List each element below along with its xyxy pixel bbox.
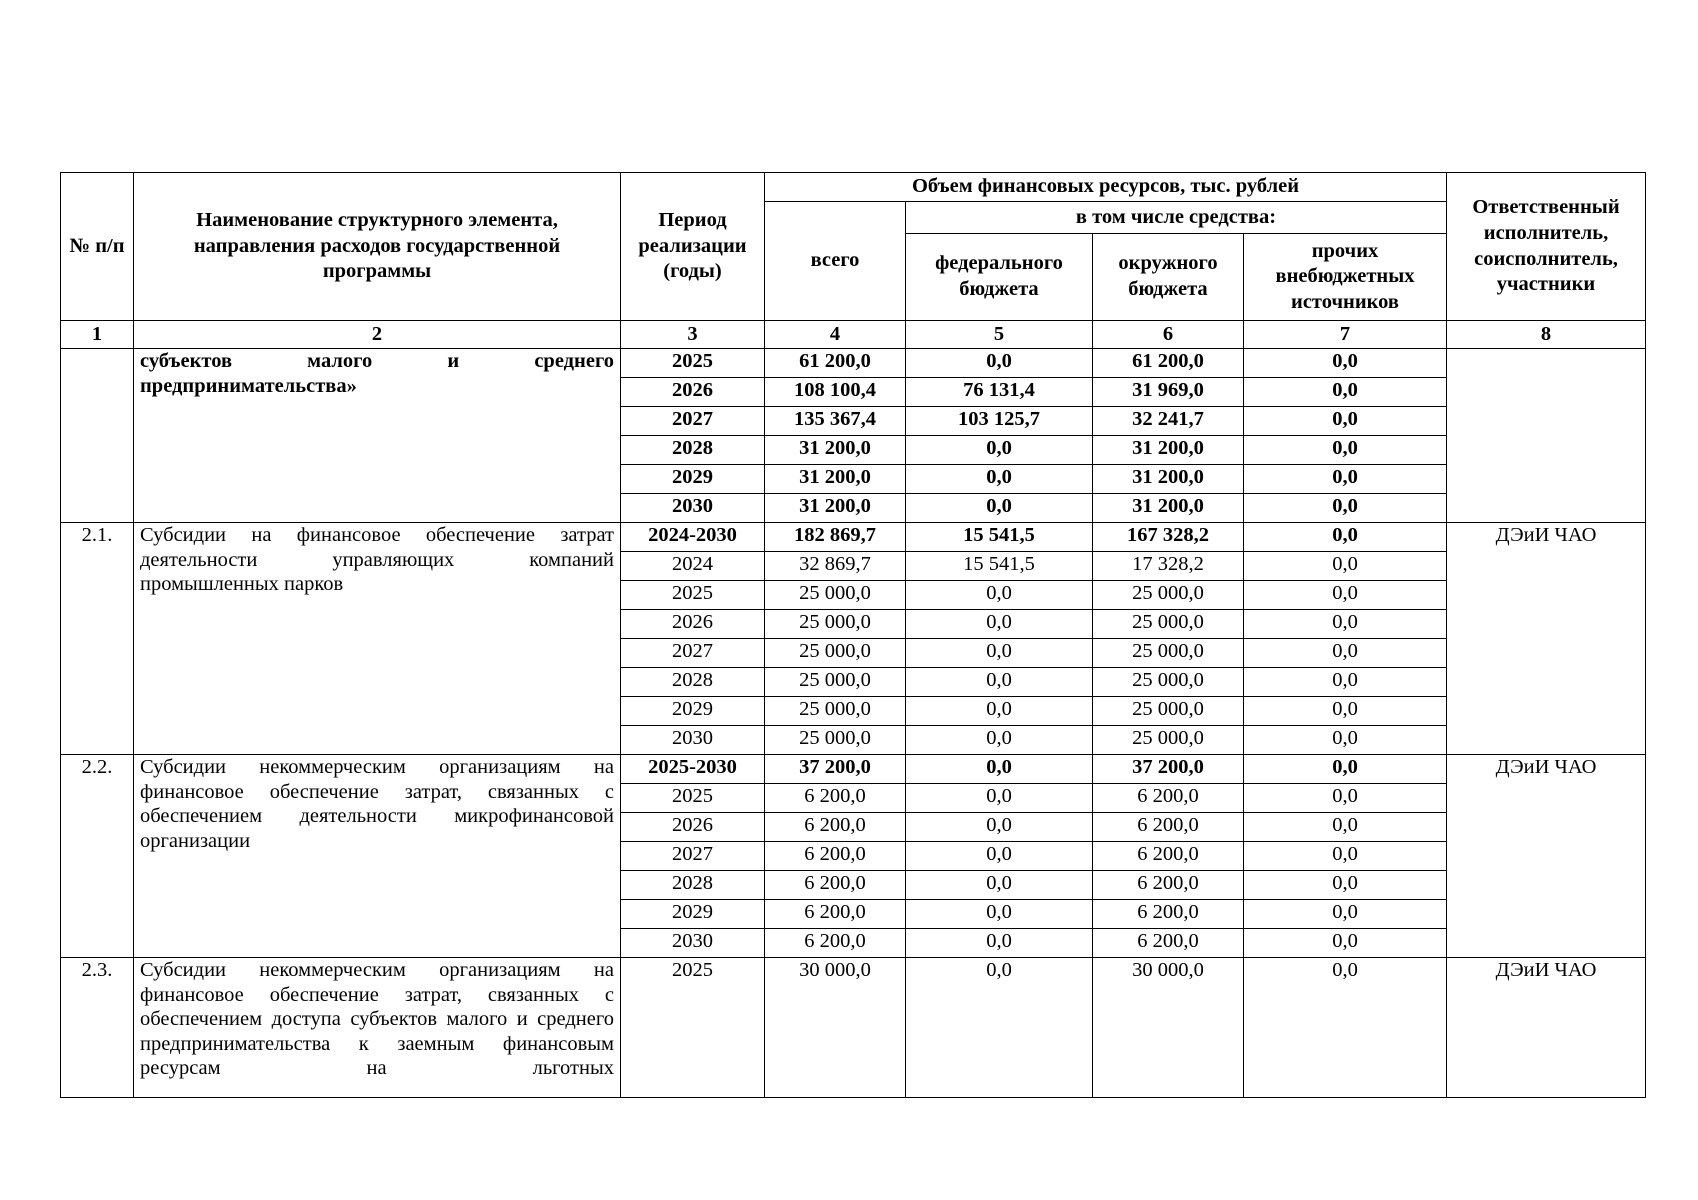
other-cell: 0,0: [1244, 552, 1447, 581]
federal-cell: 0,0: [906, 436, 1093, 465]
district-cell: 25 000,0: [1093, 581, 1244, 610]
item-number: [61, 349, 134, 523]
other-cell: 0,0: [1244, 378, 1447, 407]
federal-cell: 15 541,5: [906, 552, 1093, 581]
total-cell: 6 200,0: [765, 813, 906, 842]
district-cell: 31 969,0: [1093, 378, 1244, 407]
total-cell: 6 200,0: [765, 784, 906, 813]
district-cell: 30 000,0: [1093, 958, 1244, 1098]
table-row: [61, 755, 1646, 784]
federal-cell: 0,0: [906, 581, 1093, 610]
other-cell: 0,0: [1244, 900, 1447, 929]
period-cell: 2028: [621, 436, 765, 465]
period-cell: 2026: [621, 610, 765, 639]
item-name: Субсидии на финансовое обеспечение затрат деятельности управляющих компаний промышленных парков: [134, 523, 621, 755]
header-period: Период реализации (годы): [621, 173, 765, 321]
period-cell: 2025: [621, 784, 765, 813]
total-cell: 30 000,0: [765, 958, 906, 1098]
period-cell: 2030: [621, 494, 765, 523]
other-cell: 0,0: [1244, 639, 1447, 668]
item-number: 2.1.: [61, 523, 134, 755]
column-number: 7: [1244, 321, 1447, 349]
period-cell: 2027: [621, 842, 765, 871]
period-cell: 2029: [621, 697, 765, 726]
total-cell: 25 000,0: [765, 610, 906, 639]
district-cell: 32 241,7: [1093, 407, 1244, 436]
header-volume: Объем финансовых ресурсов, тыс. рублей: [765, 173, 1447, 202]
district-cell: 25 000,0: [1093, 610, 1244, 639]
other-cell: 0,0: [1244, 610, 1447, 639]
total-cell: 25 000,0: [765, 639, 906, 668]
district-cell: 17 328,2: [1093, 552, 1244, 581]
period-cell: 2025-2030: [621, 755, 765, 784]
period-cell: 2028: [621, 871, 765, 900]
item-number: 2.2.: [61, 755, 134, 958]
federal-cell: 0,0: [906, 755, 1093, 784]
column-number: 2: [134, 321, 621, 349]
district-cell: 25 000,0: [1093, 639, 1244, 668]
other-cell: 0,0: [1244, 726, 1447, 755]
total-cell: 25 000,0: [765, 581, 906, 610]
total-cell: 6 200,0: [765, 900, 906, 929]
table-row: [61, 349, 1646, 378]
responsible-cell: [1447, 349, 1646, 523]
period-cell: 2026: [621, 378, 765, 407]
total-cell: 25 000,0: [765, 668, 906, 697]
district-cell: 6 200,0: [1093, 900, 1244, 929]
header-total: всего: [765, 202, 906, 321]
responsible-cell: ДЭиИ ЧАО: [1447, 958, 1646, 1098]
table-body: [61, 349, 1646, 1098]
item-number: 2.3.: [61, 958, 134, 1098]
other-cell: 0,0: [1244, 349, 1447, 378]
other-cell: 0,0: [1244, 755, 1447, 784]
district-cell: 25 000,0: [1093, 697, 1244, 726]
district-cell: 25 000,0: [1093, 668, 1244, 697]
total-cell: 6 200,0: [765, 929, 906, 958]
period-cell: 2025: [621, 349, 765, 378]
other-cell: 0,0: [1244, 465, 1447, 494]
other-cell: 0,0: [1244, 871, 1447, 900]
federal-cell: 103 125,7: [906, 407, 1093, 436]
federal-cell: 0,0: [906, 784, 1093, 813]
header-name: Наименование структурного элемента, направления расходов государственной программы: [134, 173, 621, 321]
other-cell: 0,0: [1244, 813, 1447, 842]
total-cell: 37 200,0: [765, 755, 906, 784]
federal-cell: 0,0: [906, 726, 1093, 755]
total-cell: 61 200,0: [765, 349, 906, 378]
district-cell: 61 200,0: [1093, 349, 1244, 378]
district-cell: 6 200,0: [1093, 784, 1244, 813]
federal-cell: 0,0: [906, 958, 1093, 1098]
total-cell: 32 869,7: [765, 552, 906, 581]
table-row: [61, 958, 1646, 1098]
total-cell: 182 869,7: [765, 523, 906, 552]
column-number-row: [61, 321, 1646, 349]
federal-cell: 76 131,4: [906, 378, 1093, 407]
federal-cell: 15 541,5: [906, 523, 1093, 552]
federal-cell: 0,0: [906, 900, 1093, 929]
federal-cell: 0,0: [906, 929, 1093, 958]
period-cell: 2026: [621, 813, 765, 842]
column-number: 3: [621, 321, 765, 349]
header-federal: федерального бюджета: [906, 234, 1093, 321]
district-cell: 37 200,0: [1093, 755, 1244, 784]
period-cell: 2030: [621, 929, 765, 958]
table-header: [61, 173, 1646, 349]
column-number: 4: [765, 321, 906, 349]
federal-cell: 0,0: [906, 813, 1093, 842]
district-cell: 6 200,0: [1093, 871, 1244, 900]
district-cell: 31 200,0: [1093, 494, 1244, 523]
other-cell: 0,0: [1244, 842, 1447, 871]
other-cell: 0,0: [1244, 407, 1447, 436]
column-number: 1: [61, 321, 134, 349]
total-cell: 31 200,0: [765, 436, 906, 465]
period-cell: 2025: [621, 581, 765, 610]
period-cell: 2030: [621, 726, 765, 755]
total-cell: 31 200,0: [765, 465, 906, 494]
period-cell: 2028: [621, 668, 765, 697]
other-cell: 0,0: [1244, 697, 1447, 726]
period-cell: 2027: [621, 639, 765, 668]
federal-cell: 0,0: [906, 697, 1093, 726]
district-cell: 6 200,0: [1093, 929, 1244, 958]
header-responsible: Ответственный исполнитель, соисполнитель, участники: [1447, 173, 1646, 321]
other-cell: 0,0: [1244, 523, 1447, 552]
column-number: 5: [906, 321, 1093, 349]
total-cell: 25 000,0: [765, 726, 906, 755]
other-cell: 0,0: [1244, 494, 1447, 523]
total-cell: 108 100,4: [765, 378, 906, 407]
other-cell: 0,0: [1244, 958, 1447, 1098]
header-no: № п/п: [61, 173, 134, 321]
period-cell: 2029: [621, 900, 765, 929]
federal-cell: 0,0: [906, 842, 1093, 871]
column-number: 6: [1093, 321, 1244, 349]
total-cell: 25 000,0: [765, 697, 906, 726]
period-cell: 2025: [621, 958, 765, 1098]
federal-cell: 0,0: [906, 465, 1093, 494]
other-cell: 0,0: [1244, 436, 1447, 465]
header-other: прочих внебюджетных источников: [1244, 234, 1447, 321]
other-cell: 0,0: [1244, 581, 1447, 610]
responsible-cell: ДЭиИ ЧАО: [1447, 755, 1646, 958]
district-cell: 25 000,0: [1093, 726, 1244, 755]
column-number: 8: [1447, 321, 1646, 349]
header-district: окружного бюджета: [1093, 234, 1244, 321]
item-name: Субсидии некоммерческим организациям на финансовое обеспечение затрат, связанных с обеспечением доступа субъектов малого и среднего предпринимательства к заемным финансовым ресурсам на льготных: [134, 958, 621, 1098]
district-cell: 31 200,0: [1093, 436, 1244, 465]
district-cell: 31 200,0: [1093, 465, 1244, 494]
district-cell: 167 328,2: [1093, 523, 1244, 552]
total-cell: 135 367,4: [765, 407, 906, 436]
district-cell: 6 200,0: [1093, 842, 1244, 871]
period-cell: 2024-2030: [621, 523, 765, 552]
federal-cell: 0,0: [906, 610, 1093, 639]
federal-cell: 0,0: [906, 668, 1093, 697]
period-cell: 2027: [621, 407, 765, 436]
header-including: в том числе средства:: [906, 202, 1447, 234]
financing-table: [60, 172, 1646, 1098]
responsible-cell: ДЭиИ ЧАО: [1447, 523, 1646, 755]
federal-cell: 0,0: [906, 871, 1093, 900]
total-cell: 6 200,0: [765, 871, 906, 900]
period-cell: 2024: [621, 552, 765, 581]
district-cell: 6 200,0: [1093, 813, 1244, 842]
other-cell: 0,0: [1244, 784, 1447, 813]
other-cell: 0,0: [1244, 668, 1447, 697]
item-name: субъектов малого и среднего предпринимательства»: [134, 349, 621, 523]
federal-cell: 0,0: [906, 639, 1093, 668]
other-cell: 0,0: [1244, 929, 1447, 958]
federal-cell: 0,0: [906, 494, 1093, 523]
federal-cell: 0,0: [906, 349, 1093, 378]
item-name: Субсидии некоммерческим организациям на финансовое обеспечение затрат, связанных с обеспечением деятельности микрофинансовой организации: [134, 755, 621, 958]
total-cell: 31 200,0: [765, 494, 906, 523]
period-cell: 2029: [621, 465, 765, 494]
total-cell: 6 200,0: [765, 842, 906, 871]
table-row: [61, 523, 1646, 552]
